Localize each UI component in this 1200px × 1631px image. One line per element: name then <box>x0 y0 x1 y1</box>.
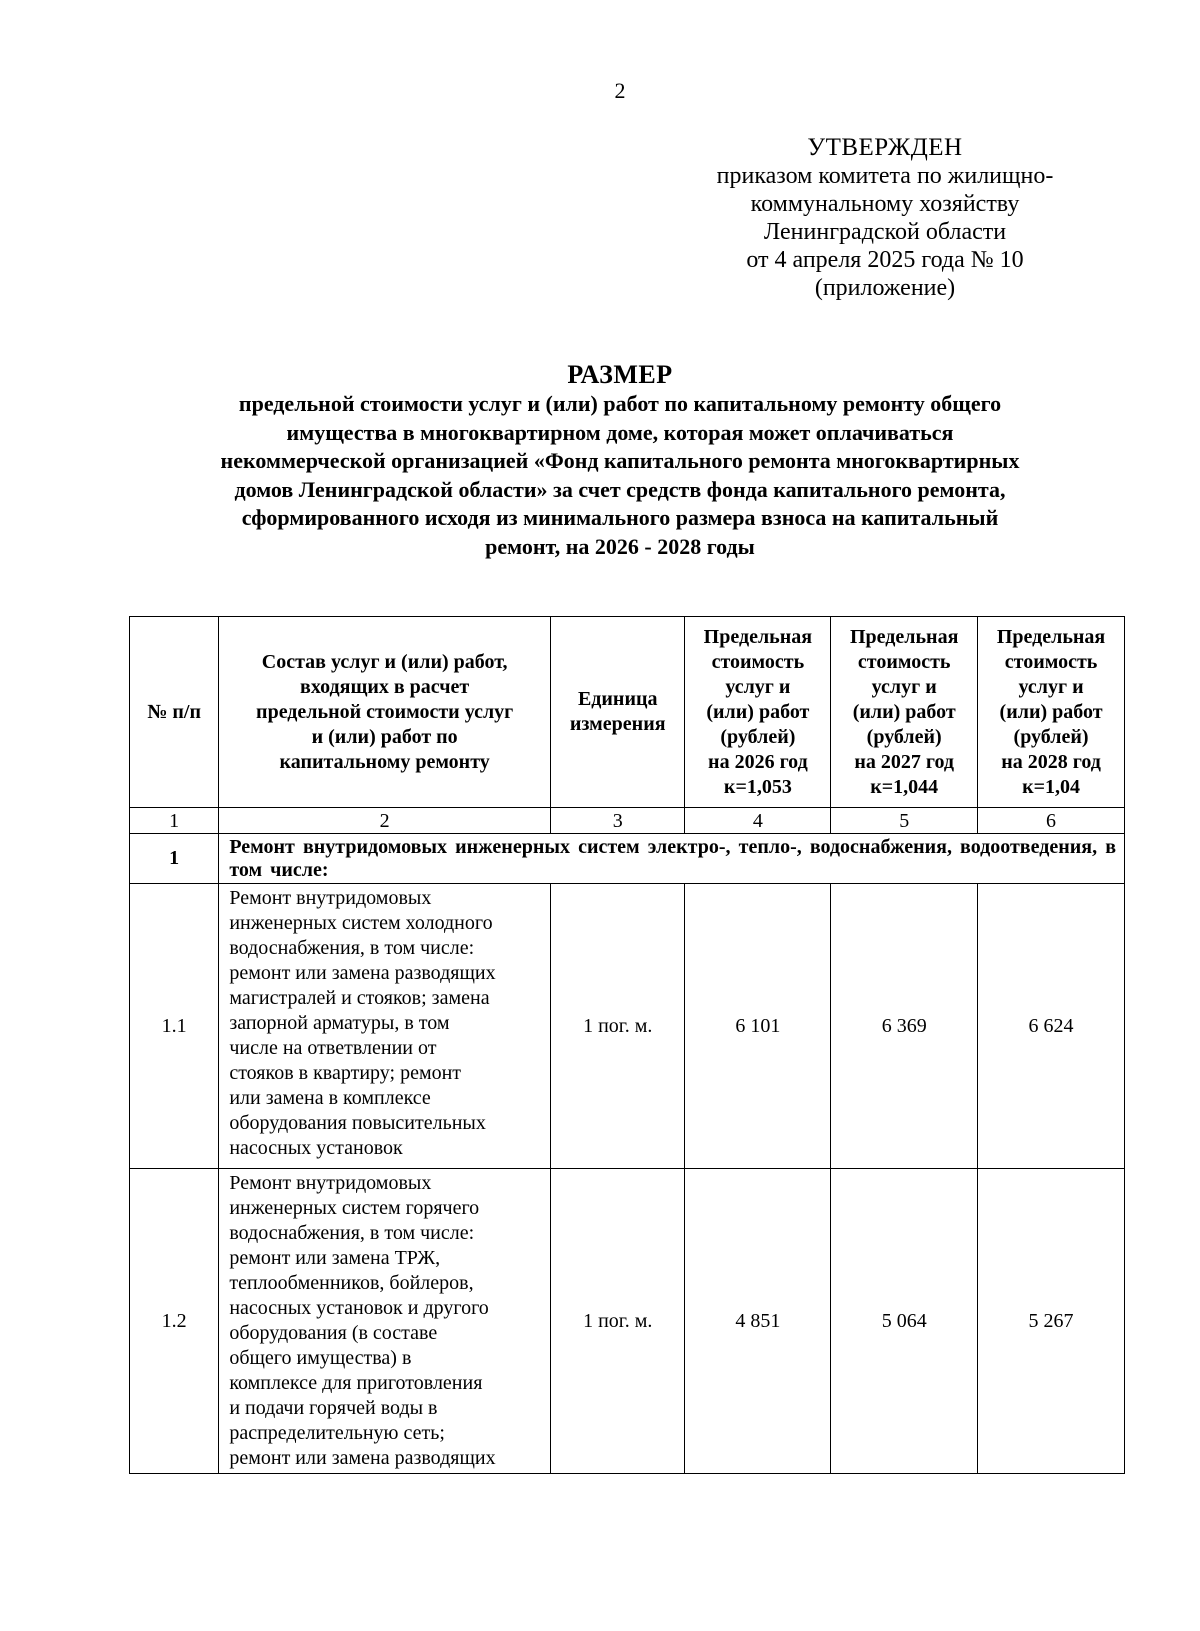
column-number: 4 <box>685 808 831 834</box>
header-price-2026: Предельная стоимость услуг и (или) работ (рублей) на 2026 год к=1,053 <box>685 617 831 808</box>
approval-line: от 4 апреля 2025 года № 10 <box>746 247 1024 273</box>
column-number-row <box>130 808 1125 834</box>
page-number: 2 <box>614 78 626 103</box>
header-price-2027: Предельная стоимость услуг и (или) работ (рублей) на 2027 год к=1,044 <box>831 617 978 808</box>
row-number: 1.1 <box>130 884 219 1169</box>
table-row <box>130 1169 1125 1474</box>
approval-line: коммунальному хозяйству <box>750 191 1020 217</box>
subheading-line: некоммерческой организацией «Фонд капитального ремонта многоквартирных <box>220 448 1020 473</box>
column-number: 5 <box>831 808 978 834</box>
document-title <box>120 360 1120 561</box>
row-price-2027: 6 369 <box>831 884 978 1169</box>
column-number: 2 <box>219 808 551 834</box>
document-subheading <box>120 390 1120 561</box>
approval-title: УТВЕРЖДЕН <box>807 134 963 161</box>
row-price-2028: 6 624 <box>978 884 1125 1169</box>
row-number: 1.2 <box>130 1169 219 1474</box>
row-description: Ремонт внутридомовых инженерных систем холодного водоснабжения, в том числе: ремонт или замена разводящих магистралей и стояков; замена запорной арматуры, в том числе на ответвлении от стояков в квартиру; ремонт или замена в комплексе оборудования повысительных насосных установок <box>219 884 551 1169</box>
column-number: 6 <box>978 808 1125 834</box>
row-unit: 1 пог. м. <box>550 1169 685 1474</box>
approval-line: приказом комитета по жилищно- <box>716 163 1054 189</box>
subheading-line: имущества в многоквартирном доме, которая может оплачиваться <box>286 419 954 445</box>
column-number: 1 <box>130 808 219 834</box>
section-row <box>130 834 1125 884</box>
section-title: Ремонт внутридомовых инженерных систем электро-, тепло-, водоснабжения, водоотведения, в том числе: <box>219 834 1125 884</box>
header-number: № п/п <box>130 617 219 808</box>
table-row <box>130 884 1125 1169</box>
row-price-2026: 6 101 <box>685 884 831 1169</box>
table-header-row <box>130 617 1125 808</box>
section-number: 1 <box>130 834 219 884</box>
row-price-2026: 4 851 <box>685 1169 831 1474</box>
column-number: 3 <box>550 808 685 834</box>
row-unit: 1 пог. м. <box>550 884 685 1169</box>
row-price-2028: 5 267 <box>978 1169 1125 1474</box>
subheading-line: домов Ленинградской области» за счет средств фонда капитального ремонта, <box>234 476 1006 502</box>
row-description: Ремонт внутридомовых инженерных систем горячего водоснабжения, в том числе: ремонт или замена ТРЖ, теплообменников, бойлеров, насосных установок и другого оборудования (в составе общего имущества) в комплексе для приготовления и подачи горячей воды в распределительную сеть; ремонт или замена разводящих <box>219 1169 551 1474</box>
price-table <box>129 616 1125 1474</box>
header-price-2028: Предельная стоимость услуг и (или) работ (рублей) на 2028 год к=1,04 <box>978 617 1125 808</box>
approval-line: Ленинградской области <box>763 219 1007 245</box>
subheading-line: сформированного исходя из минимального размера взноса на капитальный <box>241 505 999 530</box>
header-unit: Единица измерения <box>550 617 685 808</box>
subheading-line: ремонт, на 2026 - 2028 годы <box>485 533 755 559</box>
row-price-2027: 5 064 <box>831 1169 978 1474</box>
approval-line: (приложение) <box>814 275 956 301</box>
document-heading: РАЗМЕР <box>567 360 673 389</box>
subheading-line: предельной стоимости услуг и (или) работ по капитальному ремонту общего <box>238 391 1002 416</box>
header-description: Состав услуг и (или) работ, входящих в расчет предельной стоимости услуг и (или) работ по капитальному ремонту <box>219 617 551 808</box>
approval-stamp <box>690 134 1080 302</box>
